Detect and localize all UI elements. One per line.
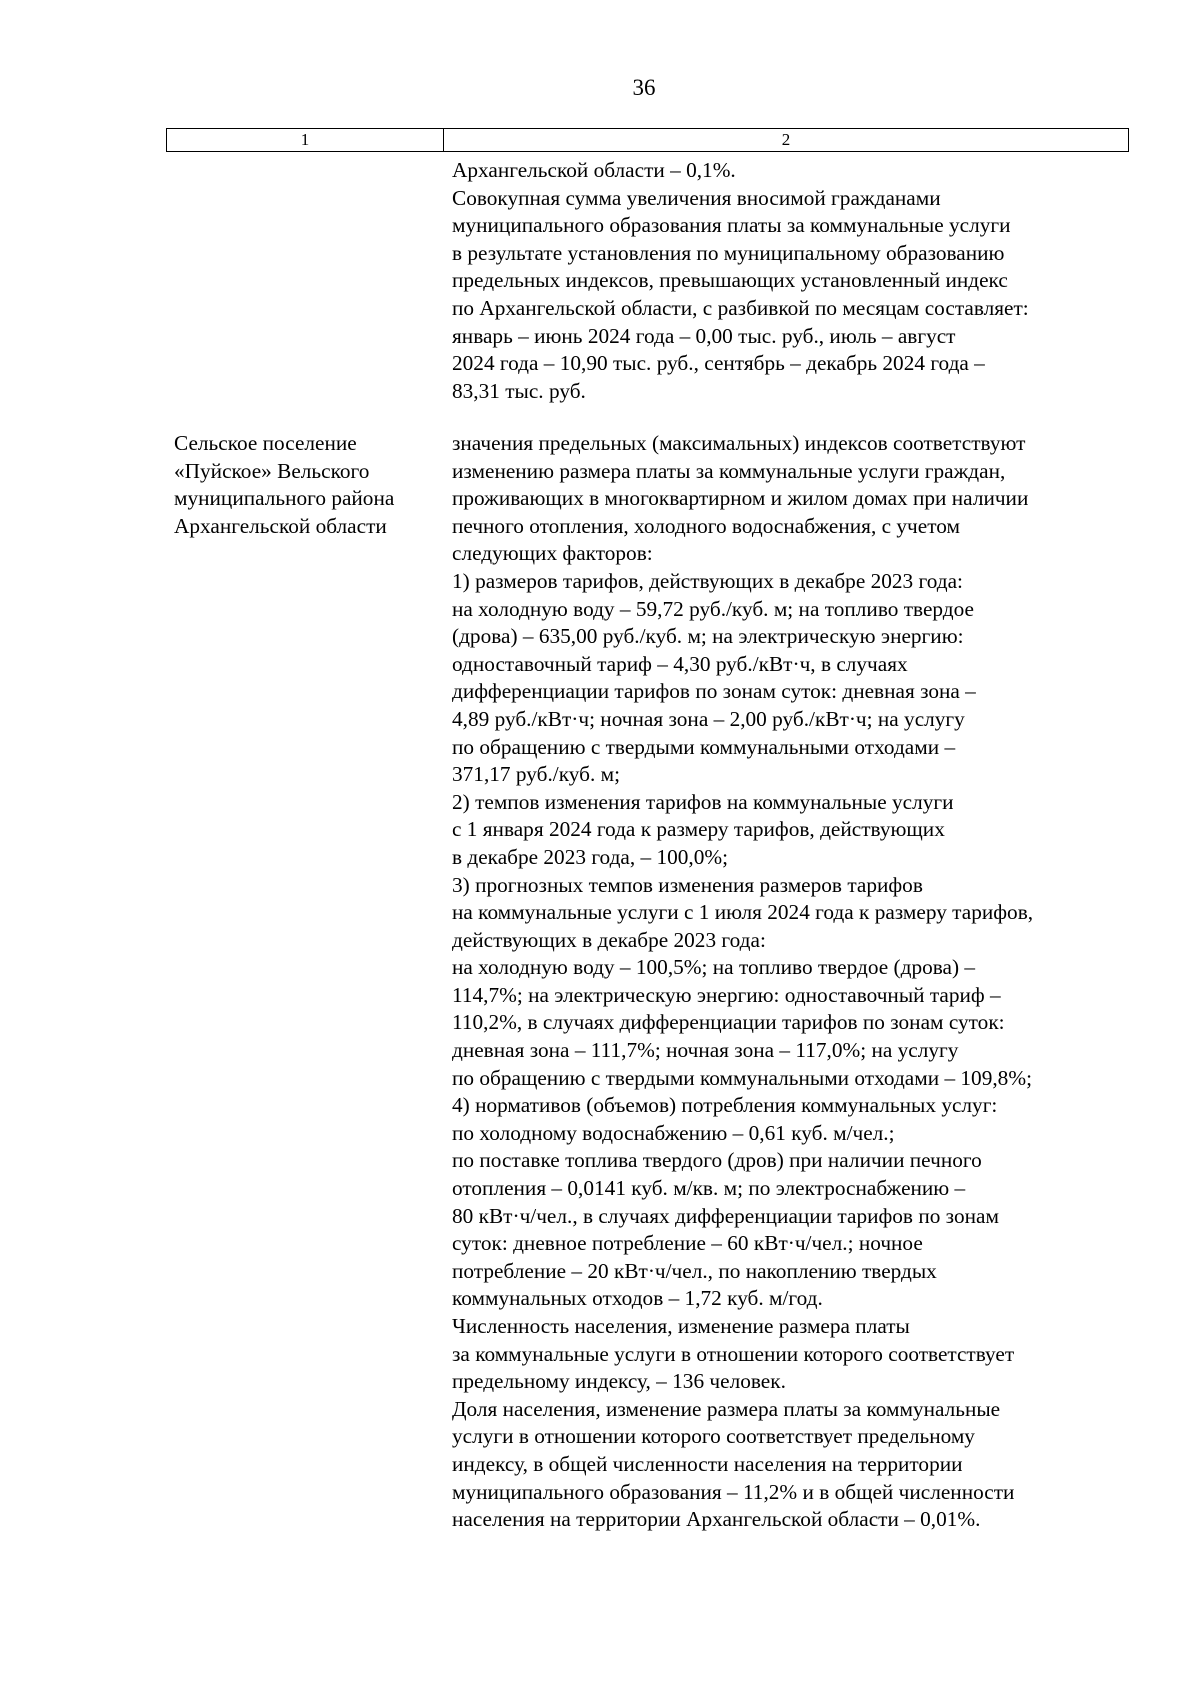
text-line: Совокупная сумма увеличения вносимой гражданами [452, 185, 941, 210]
block1-text [452, 157, 1142, 405]
text-line: 83,31 тыс. руб. [452, 378, 586, 403]
text-line: значения предельных (максимальных) индексов соответствуют [452, 431, 1026, 455]
text-line: 114,7%; на электрическую энергию: одноставочный тариф – [452, 982, 1001, 1007]
municipality-line: муниципального района [174, 486, 395, 511]
text-line: Численность населения, изменение размера платы [452, 1314, 910, 1338]
table-header-row [166, 128, 1129, 152]
text-line: по обращению с твердыми коммунальными отходами – 109,8%; [452, 1065, 1032, 1090]
text-line: услуги в отношении которого соответствует предельному [452, 1424, 975, 1449]
text-line: 110,2%, в случаях дифференциации тарифов по зонам суток: [452, 1010, 1005, 1035]
text-line: потребление – 20 кВт·ч/чел., по накоплению твердых [452, 1258, 937, 1283]
text-line: по обращению с твердыми коммунальными отходами – [452, 734, 956, 759]
text-line: (дрова) – 635,00 руб./куб. м; на электрическую энергию: [452, 624, 964, 649]
text-line: индексу, в общей численности населения на территории [452, 1451, 963, 1476]
table-header-col-1: 1 [167, 129, 444, 151]
text-line: по холодному водоснабжению – 0,61 куб. м/чел.; [452, 1120, 895, 1145]
text-line: по Архангельской области, с разбивкой по месяцам составляет: [452, 295, 1029, 320]
page-number: 36 [632, 75, 656, 100]
municipality-line: Сельское поселение [174, 431, 357, 455]
text-line: отопления – 0,0141 куб. м/кв. м; по электроснабжению – [452, 1176, 966, 1201]
text-line: суток: дневное потребление – 60 кВт·ч/чел.; ночное [452, 1231, 923, 1256]
text-line: Доля населения, изменение размера платы за коммунальные [452, 1396, 1001, 1421]
municipality-line: «Пуйское» Вельского [174, 458, 370, 483]
text-line: за коммунальные услуги в отношении которого соответствует [452, 1341, 1015, 1366]
text-line: печного отопления, холодного водоснабжения, с учетом [452, 513, 960, 538]
text-line: в декабре 2023 года, – 100,0%; [452, 844, 729, 869]
text-line: с 1 января 2024 года к размеру тарифов, действующих [452, 817, 945, 842]
text-line: дифференциации тарифов по зонам суток: дневная зона – [452, 679, 976, 704]
municipality-name [174, 430, 444, 540]
text-line: 2) темпов изменения тарифов на коммунальные услуги [452, 789, 954, 814]
text-line: муниципального образования платы за коммунальные услуги [452, 213, 1011, 238]
text-line: по поставке топлива твердого (дров) при наличии печного [452, 1148, 982, 1173]
text-line: населения на территории Архангельской области – 0,01%. [452, 1507, 981, 1532]
text-line: действующих в декабре 2023 года: [452, 927, 766, 952]
text-line: на холодную воду – 59,72 руб./куб. м; на топливо твердое [452, 596, 974, 621]
text-line: 80 кВт·ч/чел., в случаях дифференциации тарифов по зонам [452, 1203, 999, 1228]
text-line: в результате установления по муниципальному образованию [452, 240, 1005, 265]
block2-text [452, 430, 1142, 1534]
text-line: Архангельской области – 0,1%. [452, 158, 736, 182]
table-header-col-2: 2 [781, 130, 791, 149]
text-line: январь – июнь 2024 года – 0,00 тыс. руб., июль – август [452, 323, 956, 348]
text-line: 1) размеров тарифов, действующих в декабре 2023 года: [452, 568, 963, 593]
text-line: 371,17 руб./куб. м; [452, 762, 620, 787]
text-line: одноставочный тариф – 4,30 руб./кВт·ч, в случаях [452, 651, 908, 676]
municipality-line: Архангельской области [174, 513, 387, 538]
text-line: дневная зона – 111,7%; ночная зона – 117,0%; на услугу [452, 1038, 959, 1063]
text-line: коммунальных отходов – 1,72 куб. м/год. [452, 1286, 823, 1311]
text-line: 4,89 руб./кВт·ч; ночная зона – 2,00 руб./кВт·ч; на услугу [452, 706, 965, 731]
text-line: на холодную воду – 100,5%; на топливо твердое (дрова) – [452, 955, 976, 980]
text-line: муниципального образования – 11,2% и в общей численности [452, 1479, 1015, 1504]
text-line: предельному индексу, – 136 человек. [452, 1369, 786, 1394]
text-line: изменению размера платы за коммунальные услуги граждан, [452, 458, 1006, 483]
text-line: 3) прогнозных темпов изменения размеров тарифов [452, 872, 923, 897]
text-line: проживающих в многоквартирном и жилом домах при наличии [452, 486, 1029, 511]
text-line: 4) нормативов (объемов) потребления коммунальных услуг: [452, 1093, 998, 1118]
text-line: 2024 года – 10,90 тыс. руб., сентябрь – декабрь 2024 года – [452, 351, 985, 376]
text-line: предельных индексов, превышающих установленный индекс [452, 268, 1008, 293]
text-line: следующих факторов: [452, 541, 653, 566]
text-line: на коммунальные услуги с 1 июля 2024 года к размеру тарифов, [452, 900, 1034, 925]
